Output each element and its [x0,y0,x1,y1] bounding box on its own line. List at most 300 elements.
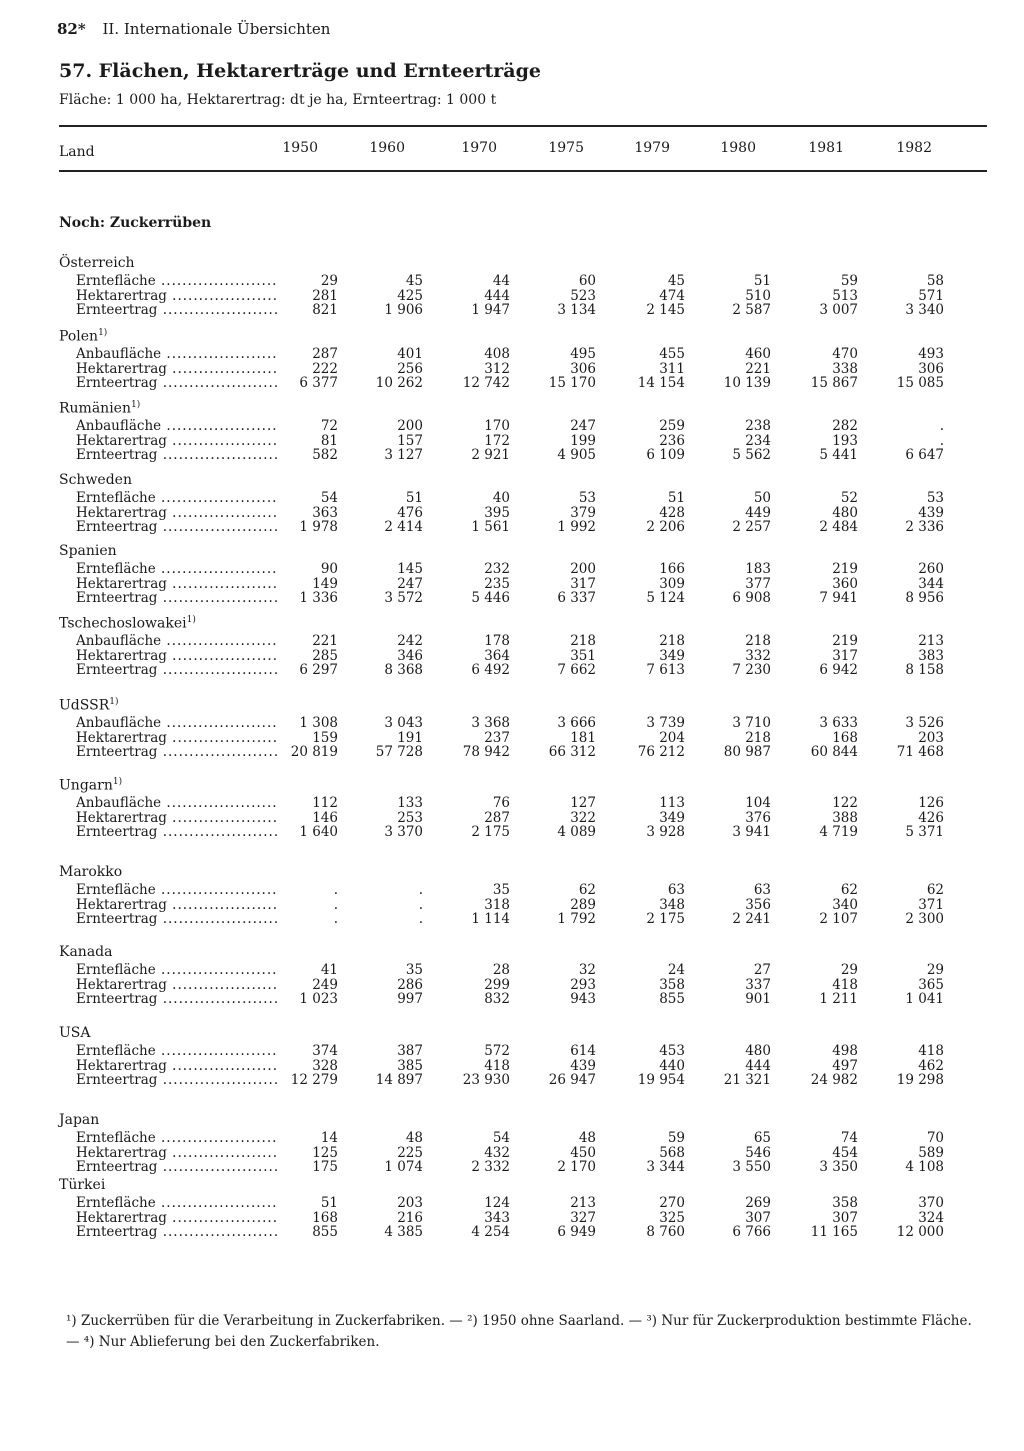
table-cell: . [333,882,338,898]
table-cell: 234 [745,432,771,449]
country-name-text: Schweden [59,472,132,488]
table-cell: 3 043 [384,715,423,731]
table-cell: 287 [312,346,338,362]
table-cell: 318 [484,896,510,913]
country-name [59,1025,91,1041]
table-cell: 59 [840,273,858,289]
table-cell: 338 [832,360,858,377]
table-row [0,520,1024,535]
row-label: Ernteertrag ..... [76,825,278,840]
row-label: Hektarertrag ..... [76,811,278,826]
table-cell: 440 [659,1057,685,1074]
table-cell: 104 [745,795,771,811]
row-label: Erntefläche ..... [76,491,278,506]
table-cell: 480 [832,504,858,521]
table-cell: 24 [667,962,685,978]
table-cell: 444 [745,1057,771,1074]
table-cell: 21 321 [723,1072,771,1088]
table-cell: 3 134 [557,302,596,318]
country-name [59,777,122,794]
table-cell: 10 262 [375,375,423,391]
table-cell: 385 [397,1057,423,1074]
table-cell: 317 [832,647,858,664]
table-cell: 12 279 [290,1072,338,1088]
row-label: Ernteertrag ..... [76,303,278,318]
table-row [0,506,1024,521]
table-cell: 45 [405,273,423,289]
table-row [0,1211,1024,1226]
table-cell: 6 908 [732,590,771,606]
table-cell: 133 [397,795,423,811]
country-name-text: Rumänien [59,400,131,417]
table-cell: 360 [832,575,858,592]
table-cell: . [939,432,944,449]
table-cell: 449 [745,504,771,521]
table-cell: 1 336 [299,590,338,606]
country-name [59,697,119,714]
table-cell: 54 [320,490,338,506]
table-cell: 450 [570,1144,596,1161]
table-cell: 498 [832,1043,858,1059]
table-row [0,1131,1024,1146]
table-cell: 157 [397,432,423,449]
table-cell: 444 [484,287,510,304]
table-row [0,1196,1024,1211]
table-cell: 1 114 [471,911,510,927]
table-cell: 29 [926,962,944,978]
table-row [0,898,1024,913]
table-cell: 337 [745,976,771,993]
table-cell: 200 [570,561,596,577]
table-cell: 2 257 [732,519,771,535]
table-cell: . [333,896,338,913]
table-cell: 59 [667,1130,685,1146]
table-cell: 80 987 [723,744,771,760]
table-cell: 70 [926,1130,944,1146]
row-label: Hektarertrag ..... [76,362,278,377]
table-cell: . [418,896,423,913]
table-cell: 3 941 [732,824,771,840]
table-cell: 1 211 [819,991,858,1007]
table-cell: 35 [405,962,423,978]
row-label: Ernteertrag ..... [76,1073,278,1088]
table-cell: 3 550 [732,1159,771,1175]
table-cell: 309 [659,575,685,592]
table-row [0,274,1024,289]
country-name-text: Spanien [59,543,117,559]
table-row [0,448,1024,463]
table-cell: 418 [484,1057,510,1074]
row-label: Ernteertrag ..... [76,1160,278,1175]
table-cell: 2 336 [905,519,944,535]
table-cell: 175 [312,1159,338,1175]
table-cell: 3 739 [646,715,685,731]
row-label: Hektarertrag ..... [76,1146,278,1161]
country-name-text: Türkei [59,1177,106,1193]
table-cell: 12 742 [462,375,510,391]
table-cell: 159 [312,729,338,746]
table-cell: 149 [312,575,338,592]
table-cell: 418 [832,976,858,993]
table-cell: 213 [570,1195,596,1211]
table-cell: 460 [745,346,771,362]
table-cell: 204 [659,729,685,746]
table-cell: 7 230 [732,662,771,678]
table-cell: 365 [918,976,944,993]
table-cell: 66 312 [548,744,596,760]
table-row [0,434,1024,449]
table-cell: 340 [832,896,858,913]
table-cell: 997 [397,991,423,1007]
table-row [0,1059,1024,1074]
column-year: 1980 [720,140,756,156]
table-cell: 356 [745,896,771,913]
table-cell: 572 [484,1043,510,1059]
table-cell: 3 666 [557,715,596,731]
table-cell: 5 446 [471,590,510,606]
table-cell: 374 [312,1043,338,1059]
table-row [0,883,1024,898]
table-cell: 3 370 [384,824,423,840]
table-cell: 1 074 [384,1159,423,1175]
row-label: Anbaufläche ..... [76,634,278,649]
country-name [59,543,117,559]
table-cell: 203 [918,729,944,746]
country-name [59,1177,105,1193]
table-cell: 439 [918,504,944,521]
table-cell: 15 085 [896,375,944,391]
column-year: 1950 [282,140,318,156]
table-cell: 474 [659,287,685,304]
column-year: 1975 [548,140,584,156]
table-cell: 50 [753,490,771,506]
table-cell: 455 [659,346,685,362]
table-cell: 428 [659,504,685,521]
table-cell: 370 [918,1195,944,1211]
table-cell: 166 [659,561,685,577]
table-cell: 168 [832,729,858,746]
table-cell: 855 [312,1224,338,1240]
table-row [0,591,1024,606]
row-label: Erntefläche ..... [76,1196,278,1211]
table-cell: 1 561 [471,519,510,535]
table-cell: 183 [745,561,771,577]
table-cell: 2 175 [646,911,685,927]
footnote-ref: 1) [109,697,119,707]
table-cell: 172 [484,432,510,449]
table-cell: 286 [397,976,423,993]
table-cell: 6 492 [471,662,510,678]
table-cell: 127 [570,795,596,811]
table-cell: 65 [753,1130,771,1146]
country-name [59,472,132,488]
table-cell: 2 587 [732,302,771,318]
table-cell: 2 175 [471,824,510,840]
row-label: Hektarertrag ..... [76,506,278,521]
table-cell: 568 [659,1144,685,1161]
table-cell: 426 [918,809,944,826]
table-cell: . [939,418,944,434]
table-cell: 401 [397,346,423,362]
footnote-ref: 1) [112,777,123,787]
table-cell: 377 [745,575,771,592]
country-name [59,1112,99,1128]
table-cell: 379 [570,504,596,521]
table-cell: 125 [312,1144,338,1161]
table-cell: 3 350 [819,1159,858,1175]
row-label: Anbaufläche ..... [76,716,278,731]
row-label: Hektarertrag ..... [76,577,278,592]
country-name-text: Tschechoslowakei [59,615,187,632]
table-row [0,731,1024,746]
table-cell: 235 [484,575,510,592]
table-cell: 348 [659,896,685,913]
top-rule [59,125,987,127]
table-cell: 306 [570,360,596,377]
table-row [0,992,1024,1007]
table-cell: 51 [667,490,685,506]
table-cell: 307 [832,1209,858,1226]
row-label: Hektarertrag ..... [76,978,278,993]
table-row [0,745,1024,760]
table-cell: 371 [918,896,944,913]
table-cell: 26 947 [548,1072,596,1088]
table-row [0,663,1024,678]
table-cell: 60 844 [810,744,858,760]
table-cell: 8 158 [905,662,944,678]
table-cell: 3 344 [646,1159,685,1175]
table-cell: 126 [918,795,944,811]
table-cell: 493 [918,346,944,362]
country-name-text: Kanada [59,944,113,960]
country-name-text: Japan [59,1112,100,1128]
country-name [59,615,196,632]
table-cell: 346 [397,647,423,664]
table-cell: 3 710 [732,715,771,731]
table-cell: 3 572 [384,590,423,606]
table-cell: 29 [840,962,858,978]
table-cell: 58 [926,273,944,289]
table-cell: 51 [320,1195,338,1211]
table-cell: 307 [745,1209,771,1226]
table-cell: 497 [832,1057,858,1074]
table-cell: 3 007 [819,302,858,318]
table-cell: 317 [570,575,596,592]
table-cell: 364 [484,647,510,664]
column-year: 1970 [461,140,497,156]
table-cell: 62 [578,882,596,898]
table-cell: 3 928 [646,824,685,840]
section-title: II. Internationale Übersichten [102,20,331,38]
table-cell: 349 [659,647,685,664]
country-name-text: UdSSR [59,697,110,714]
table-cell: 306 [918,360,944,377]
table-cell: 425 [397,287,423,304]
table-cell: 3 127 [384,447,423,463]
table-cell: . [333,911,338,927]
table-cell: 19 298 [896,1072,944,1088]
table-cell: 260 [918,561,944,577]
table-cell: 253 [397,809,423,826]
table-cell: 145 [397,561,423,577]
table-cell: 1 992 [557,519,596,535]
table-cell: 832 [484,991,510,1007]
table-cell: 418 [918,1043,944,1059]
table-cell: 2 241 [732,911,771,927]
table-cell: 281 [312,287,338,304]
table-row [0,811,1024,826]
footnote-line: — ⁴) Nur Ablieferung bei den Zuckerfabriken. [66,1334,380,1350]
table-cell: 52 [840,490,858,506]
table-cell: 432 [484,1144,510,1161]
column-year: 1979 [634,140,670,156]
table-title: 57. Flächen, Hektarerträge und Ernteerträge [59,60,541,82]
table-cell: 222 [312,360,338,377]
table-cell: 470 [832,346,858,362]
page-number: 82* [57,20,86,38]
table-cell: 312 [484,360,510,377]
table-row [0,1073,1024,1088]
table-cell: 376 [745,809,771,826]
table-cell: 10 139 [723,375,771,391]
table-cell: 14 154 [637,375,685,391]
table-row [0,376,1024,391]
table-cell: 90 [320,561,338,577]
row-label: Erntefläche ..... [76,883,278,898]
row-label: Erntefläche ..... [76,1131,278,1146]
table-row [0,912,1024,927]
table-cell: 48 [405,1130,423,1146]
table-cell: 45 [667,273,685,289]
table-cell: 287 [484,809,510,826]
table-cell: 6 766 [732,1224,771,1240]
table-cell: 29 [320,273,338,289]
table-cell: 325 [659,1209,685,1226]
table-cell: 6 109 [646,447,685,463]
footnotes [66,1311,996,1353]
country-name [59,255,135,271]
row-label: Ernteertrag ..... [76,1225,278,1240]
table-cell: 191 [397,729,423,746]
table-cell: 8 956 [905,590,944,606]
table-cell: 6 949 [557,1224,596,1240]
table-row [0,419,1024,434]
table-cell: 1 041 [905,991,944,1007]
table-cell: 299 [484,976,510,993]
table-cell: 383 [918,647,944,664]
table-cell: 311 [659,360,685,377]
table-cell: 523 [570,287,596,304]
table-cell: 236 [659,432,685,449]
table-cell: 170 [484,418,510,434]
table-cell: 5 124 [646,590,685,606]
table-cell: 4 254 [471,1224,510,1240]
table-cell: 74 [840,1130,858,1146]
table-cell: 344 [918,575,944,592]
table-cell: 480 [745,1043,771,1059]
table-row [0,577,1024,592]
table-cell: 1 978 [299,519,338,535]
table-cell: 513 [832,287,858,304]
table-cell: 124 [484,1195,510,1211]
table-cell: 112 [312,795,338,811]
table-cell: 199 [570,432,596,449]
table-row [0,963,1024,978]
country-name-text: Polen [59,328,99,345]
table-cell: 2 107 [819,911,858,927]
table-cell: 453 [659,1043,685,1059]
table-cell: 388 [832,809,858,826]
table-cell: 28 [492,962,510,978]
row-label: Hektarertrag ..... [76,434,278,449]
table-cell: 2 145 [646,302,685,318]
row-label: Hektarertrag ..... [76,898,278,913]
table-cell: 324 [918,1209,944,1226]
table-cell: 5 562 [732,447,771,463]
row-label: Ernteertrag ..... [76,376,278,391]
table-cell: 282 [832,418,858,434]
table-cell: 4 905 [557,447,596,463]
table-cell: 395 [484,504,510,521]
table-cell: 11 165 [810,1224,858,1240]
table-cell: 1 947 [471,302,510,318]
table-cell: 343 [484,1209,510,1226]
table-cell: 943 [570,991,596,1007]
table-cell: 63 [753,882,771,898]
table-cell: 57 728 [375,744,423,760]
table-cell: 1 308 [299,715,338,731]
table-cell: 2 484 [819,519,858,535]
table-cell: 113 [659,795,685,811]
table-cell: 2 206 [646,519,685,535]
footnote-ref: 1) [186,615,196,625]
table-row [0,1146,1024,1161]
table-row [0,562,1024,577]
table-cell: 178 [484,633,510,649]
row-label: Ernteertrag ..... [76,992,278,1007]
section-label: Noch: Zuckerrüben [59,215,212,231]
table-cell: 358 [659,976,685,993]
table-row [0,978,1024,993]
table-row [0,716,1024,731]
table-cell: . [418,911,423,927]
table-cell: 35 [492,882,510,898]
table-cell: 78 942 [462,744,510,760]
table-cell: 1 023 [299,991,338,1007]
row-label: Hektarertrag ..... [76,1059,278,1074]
table-cell: 8 760 [646,1224,685,1240]
country-name [59,944,112,960]
table-cell: . [418,882,423,898]
table-cell: 24 982 [810,1072,858,1088]
header-rule [59,170,987,172]
country-name-text: USA [59,1025,91,1041]
table-cell: 221 [745,360,771,377]
table-cell: 582 [312,447,338,463]
table-cell: 462 [918,1057,944,1074]
table-cell: 54 [492,1130,510,1146]
table-cell: 4 108 [905,1159,944,1175]
table-cell: 27 [753,962,771,978]
table-cell: 12 000 [896,1224,944,1240]
table-cell: 213 [918,633,944,649]
table-cell: 72 [320,418,338,434]
table-cell: 408 [484,346,510,362]
table-cell: 476 [397,504,423,521]
table-cell: 247 [570,418,596,434]
table-cell: 6 377 [299,375,338,391]
table-cell: 218 [570,633,596,649]
